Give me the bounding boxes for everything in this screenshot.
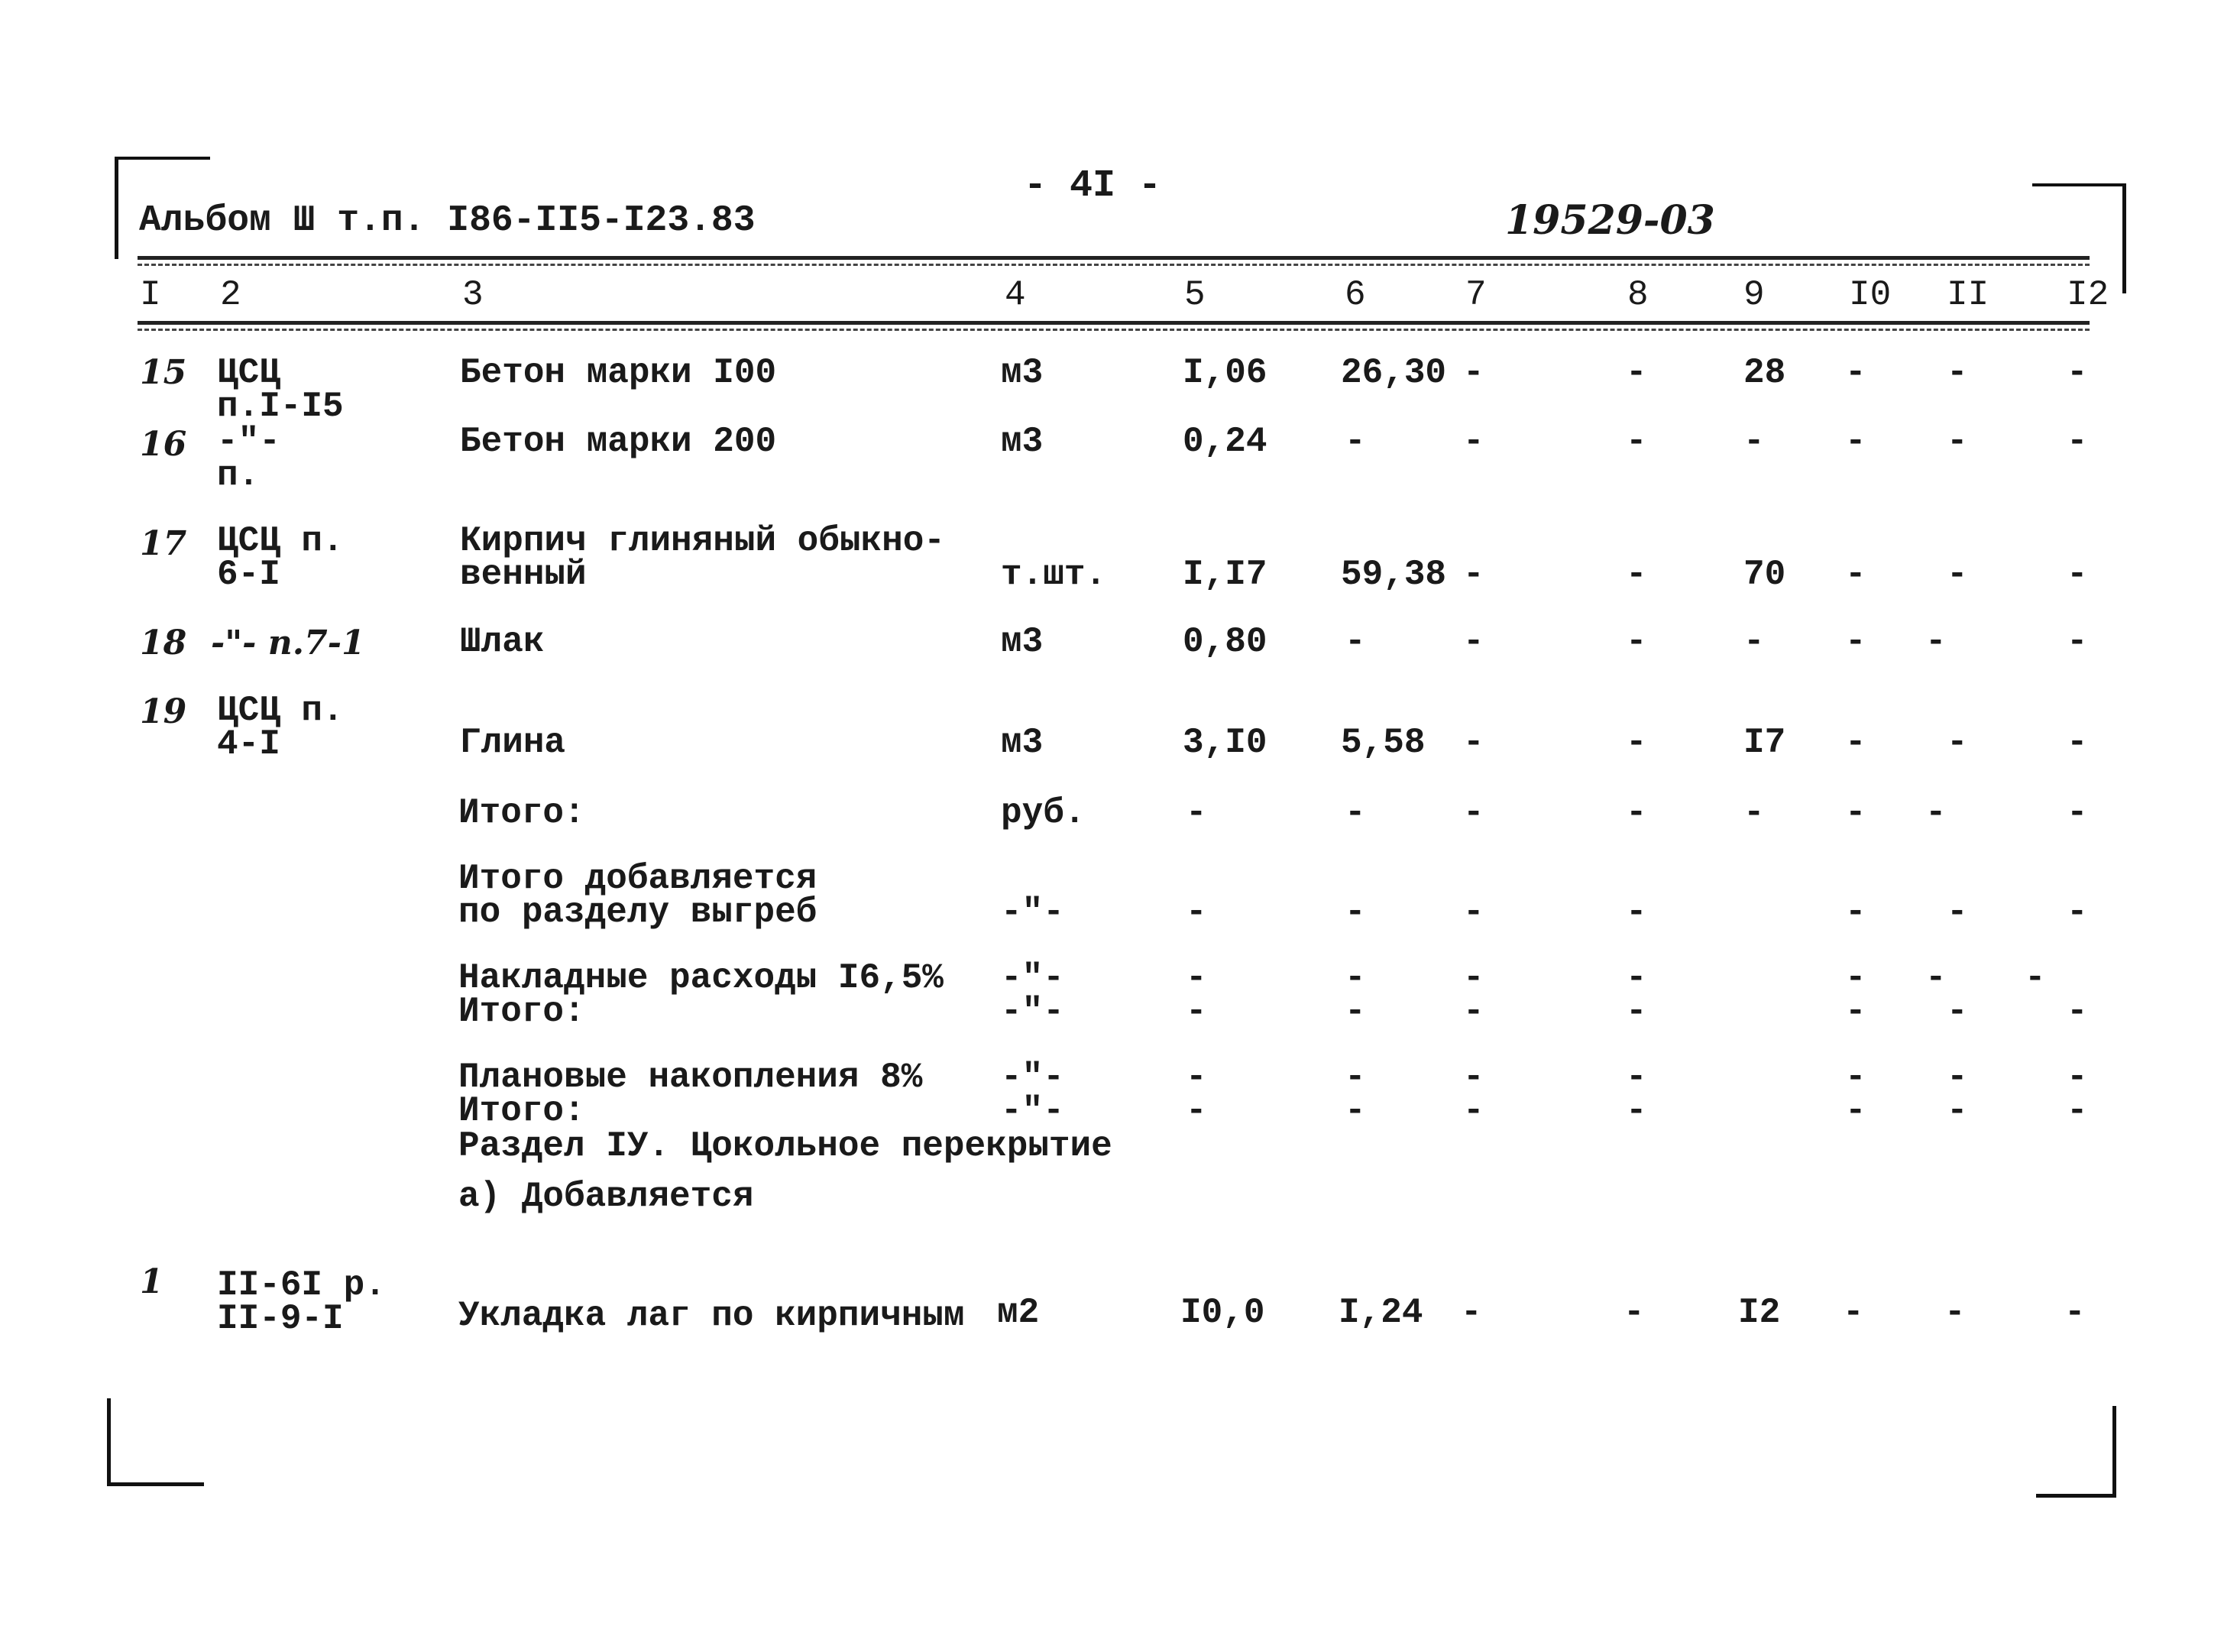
row-col7: - <box>1463 555 1484 594</box>
row-col11: - <box>1947 555 1968 594</box>
row-price: 5,58 <box>1341 723 1426 763</box>
row-col7: - <box>1463 353 1484 393</box>
row-number: 19 <box>140 692 187 731</box>
total-dash: - <box>1345 892 1366 932</box>
row-col8: - <box>1624 1293 1645 1333</box>
row-qty: I,06 <box>1183 353 1267 393</box>
header-rule-dash <box>138 264 2090 266</box>
row-col12: - <box>2067 422 2088 462</box>
row-col8: - <box>1626 723 1647 763</box>
row-col9: - <box>1743 622 1765 662</box>
total-unit: -"- <box>1001 1091 1064 1131</box>
total-dash: - <box>1947 1058 1968 1097</box>
row-col8: - <box>1626 555 1647 594</box>
total-dash: - <box>1947 992 1968 1032</box>
row-number: 1 <box>140 1262 163 1301</box>
row-col9: 70 <box>1743 555 1786 594</box>
row-number: 18 <box>140 624 187 662</box>
total-dash: - <box>1845 992 1866 1032</box>
total-dash: - <box>1845 958 1866 998</box>
total-unit: руб. <box>1001 793 1086 833</box>
row-unit: м3 <box>1001 353 1044 393</box>
total-dash: - <box>1947 1091 1968 1131</box>
row-code-sub: 4-I <box>217 724 280 764</box>
row-col12: - <box>2067 622 2088 662</box>
total-dash: - <box>2067 1091 2088 1131</box>
total-dash: - <box>1463 992 1484 1032</box>
row-col7: - <box>1461 1293 1482 1333</box>
total-dash: - <box>1186 1058 1207 1097</box>
total-dash: - <box>2025 958 2046 998</box>
row-unit: м3 <box>1001 622 1044 662</box>
row-unit: м3 <box>1001 422 1044 462</box>
row-col10: - <box>1845 422 1866 462</box>
row-code: -"- п.7-1 <box>211 624 365 662</box>
total-unit: -"- <box>1001 1058 1064 1097</box>
column-header: II <box>1947 275 1989 315</box>
total-unit: -"- <box>1001 958 1064 998</box>
row-col9: 28 <box>1743 353 1786 393</box>
row-price: - <box>1345 622 1366 662</box>
column-header: 6 <box>1345 275 1366 315</box>
total-dash: - <box>1626 793 1647 833</box>
total-label: Итого добавляется <box>458 859 817 899</box>
total-dash: - <box>1845 1091 1866 1131</box>
row-qty: I,I7 <box>1183 555 1267 594</box>
row-code-sub: п. <box>217 455 260 495</box>
total-dash: - <box>1463 1058 1484 1097</box>
row-price: 26,30 <box>1341 353 1447 393</box>
total-dash: - <box>1626 1058 1647 1097</box>
row-number: 15 <box>140 353 187 392</box>
total-dash: - <box>1626 892 1647 932</box>
row-col8: - <box>1626 422 1647 462</box>
row-price: - <box>1345 422 1366 462</box>
column-header: I2 <box>2067 275 2109 315</box>
row-col10: - <box>1845 622 1866 662</box>
planned-total-label: Итого: <box>458 1091 585 1131</box>
total-dash: - <box>1845 892 1866 932</box>
total-dash: - <box>1186 958 1207 998</box>
overhead-total-label: Итого: <box>458 992 585 1032</box>
row-col7: - <box>1463 723 1484 763</box>
total-dash: - <box>1626 1091 1647 1131</box>
row-qty: I0,0 <box>1180 1293 1265 1333</box>
total-dash: - <box>1626 992 1647 1032</box>
column-header: 8 <box>1627 275 1649 315</box>
total-dash: - <box>1925 793 1947 833</box>
total-label-continued: по разделу выгреб <box>458 892 817 932</box>
row-col9: I2 <box>1738 1293 1781 1333</box>
total-unit: -"- <box>1001 992 1064 1032</box>
column-header-rule-dash <box>138 329 2090 331</box>
total-dash: - <box>1345 1058 1366 1097</box>
total-dash: - <box>1345 1091 1366 1131</box>
header-rule <box>138 256 2090 260</box>
row-col7: - <box>1463 422 1484 462</box>
row-col10: - <box>1845 723 1866 763</box>
total-dash: - <box>1186 1091 1207 1131</box>
row-name: Глина <box>460 723 566 763</box>
document-code: 19529-03 <box>1505 197 1715 244</box>
row-col11: - <box>1925 622 1947 662</box>
row-unit: м2 <box>997 1293 1040 1333</box>
row-price: 59,38 <box>1341 555 1447 594</box>
row-name: Шлак <box>460 622 545 662</box>
row-unit: т.шт. <box>1001 555 1107 594</box>
total-dash: - <box>2067 992 2088 1032</box>
total-dash: - <box>1463 958 1484 998</box>
total-dash: - <box>1626 958 1647 998</box>
section-subtitle: а) Добавляется <box>458 1177 754 1216</box>
total-dash: - <box>1186 892 1207 932</box>
column-header: I <box>140 275 161 315</box>
row-col8: - <box>1626 622 1647 662</box>
row-col8: - <box>1626 353 1647 393</box>
row-col10: - <box>1845 555 1866 594</box>
row-col11: - <box>1947 422 1968 462</box>
row-unit: м3 <box>1001 723 1044 763</box>
total-dash: - <box>1743 793 1765 833</box>
row-qty: 0,80 <box>1183 622 1267 662</box>
row-code: ЦСЦ п. <box>217 521 344 561</box>
total-dash: - <box>1845 793 1866 833</box>
total-dash: - <box>1345 793 1366 833</box>
row-col12: - <box>2067 555 2088 594</box>
total-dash: - <box>1925 958 1947 998</box>
total-dash: - <box>1345 992 1366 1032</box>
album-title: Альбом Ш т.п. I86-II5-I23.83 <box>139 200 756 241</box>
row-col12: - <box>2067 353 2088 393</box>
row-code-sub: II-9-I <box>217 1299 344 1339</box>
row-col10: - <box>1843 1293 1864 1333</box>
total-dash: - <box>1463 793 1484 833</box>
total-dash: - <box>1463 892 1484 932</box>
row-code: ЦСЦ <box>217 353 280 393</box>
row-col9: - <box>1743 422 1765 462</box>
total-dash: - <box>2067 892 2088 932</box>
column-header: 3 <box>462 275 484 315</box>
total-dash: - <box>1845 1058 1866 1097</box>
total-dash: - <box>2067 1058 2088 1097</box>
total-dash: - <box>1345 958 1366 998</box>
row-col10: - <box>1845 353 1866 393</box>
overhead-label: Накладные расходы I6,5% <box>458 958 944 998</box>
column-header: 5 <box>1184 275 1206 315</box>
row-code: II-6I р. <box>217 1265 386 1305</box>
row-col12: - <box>2067 723 2088 763</box>
row-name: Кирпич глиняный обыкно- <box>460 521 945 561</box>
row-name: Бетон марки 200 <box>460 422 777 462</box>
row-col11: - <box>1947 353 1968 393</box>
row-code-sub: 6-I <box>217 555 280 594</box>
row-number: 17 <box>140 524 187 563</box>
row-col11: - <box>1947 723 1968 763</box>
column-header: 4 <box>1005 275 1026 315</box>
row-name: Бетон марки I00 <box>460 353 777 393</box>
total-unit: -"- <box>1001 892 1064 932</box>
total-dash: - <box>2067 793 2088 833</box>
total-dash: - <box>1947 892 1968 932</box>
row-code-sub: п.I-I5 <box>217 387 344 426</box>
column-header: 2 <box>220 275 241 315</box>
total-dash: - <box>1186 793 1207 833</box>
row-price: I,24 <box>1339 1293 1423 1333</box>
total-dash: - <box>1186 992 1207 1032</box>
column-header: 9 <box>1743 275 1765 315</box>
column-header-rule <box>138 321 2090 325</box>
row-col12: - <box>2064 1293 2086 1333</box>
row-number: 16 <box>140 425 187 464</box>
section-title: Раздел IУ. Цокольное перекрытие <box>458 1126 1112 1166</box>
total-dash: - <box>1463 1091 1484 1131</box>
row-qty: 3,I0 <box>1183 723 1267 763</box>
row-code: ЦСЦ п. <box>217 691 344 730</box>
row-col9: I7 <box>1743 723 1786 763</box>
row-code: -"- <box>217 422 280 462</box>
total-label: Итого: <box>458 793 585 833</box>
row-qty: 0,24 <box>1183 422 1267 462</box>
row-col7: - <box>1463 622 1484 662</box>
page-number: - 4I - <box>1024 164 1162 208</box>
row-col11: - <box>1944 1293 1966 1333</box>
frame-corner-bottom-left <box>107 1398 204 1486</box>
frame-corner-bottom-right <box>2036 1406 2116 1498</box>
row-name: Укладка лаг по кирпичным <box>458 1296 965 1336</box>
column-header: 7 <box>1465 275 1487 315</box>
row-name-continued: венный <box>460 555 587 594</box>
column-header: I0 <box>1849 275 1892 315</box>
planned-savings-label: Плановые накопления 8% <box>458 1058 923 1097</box>
